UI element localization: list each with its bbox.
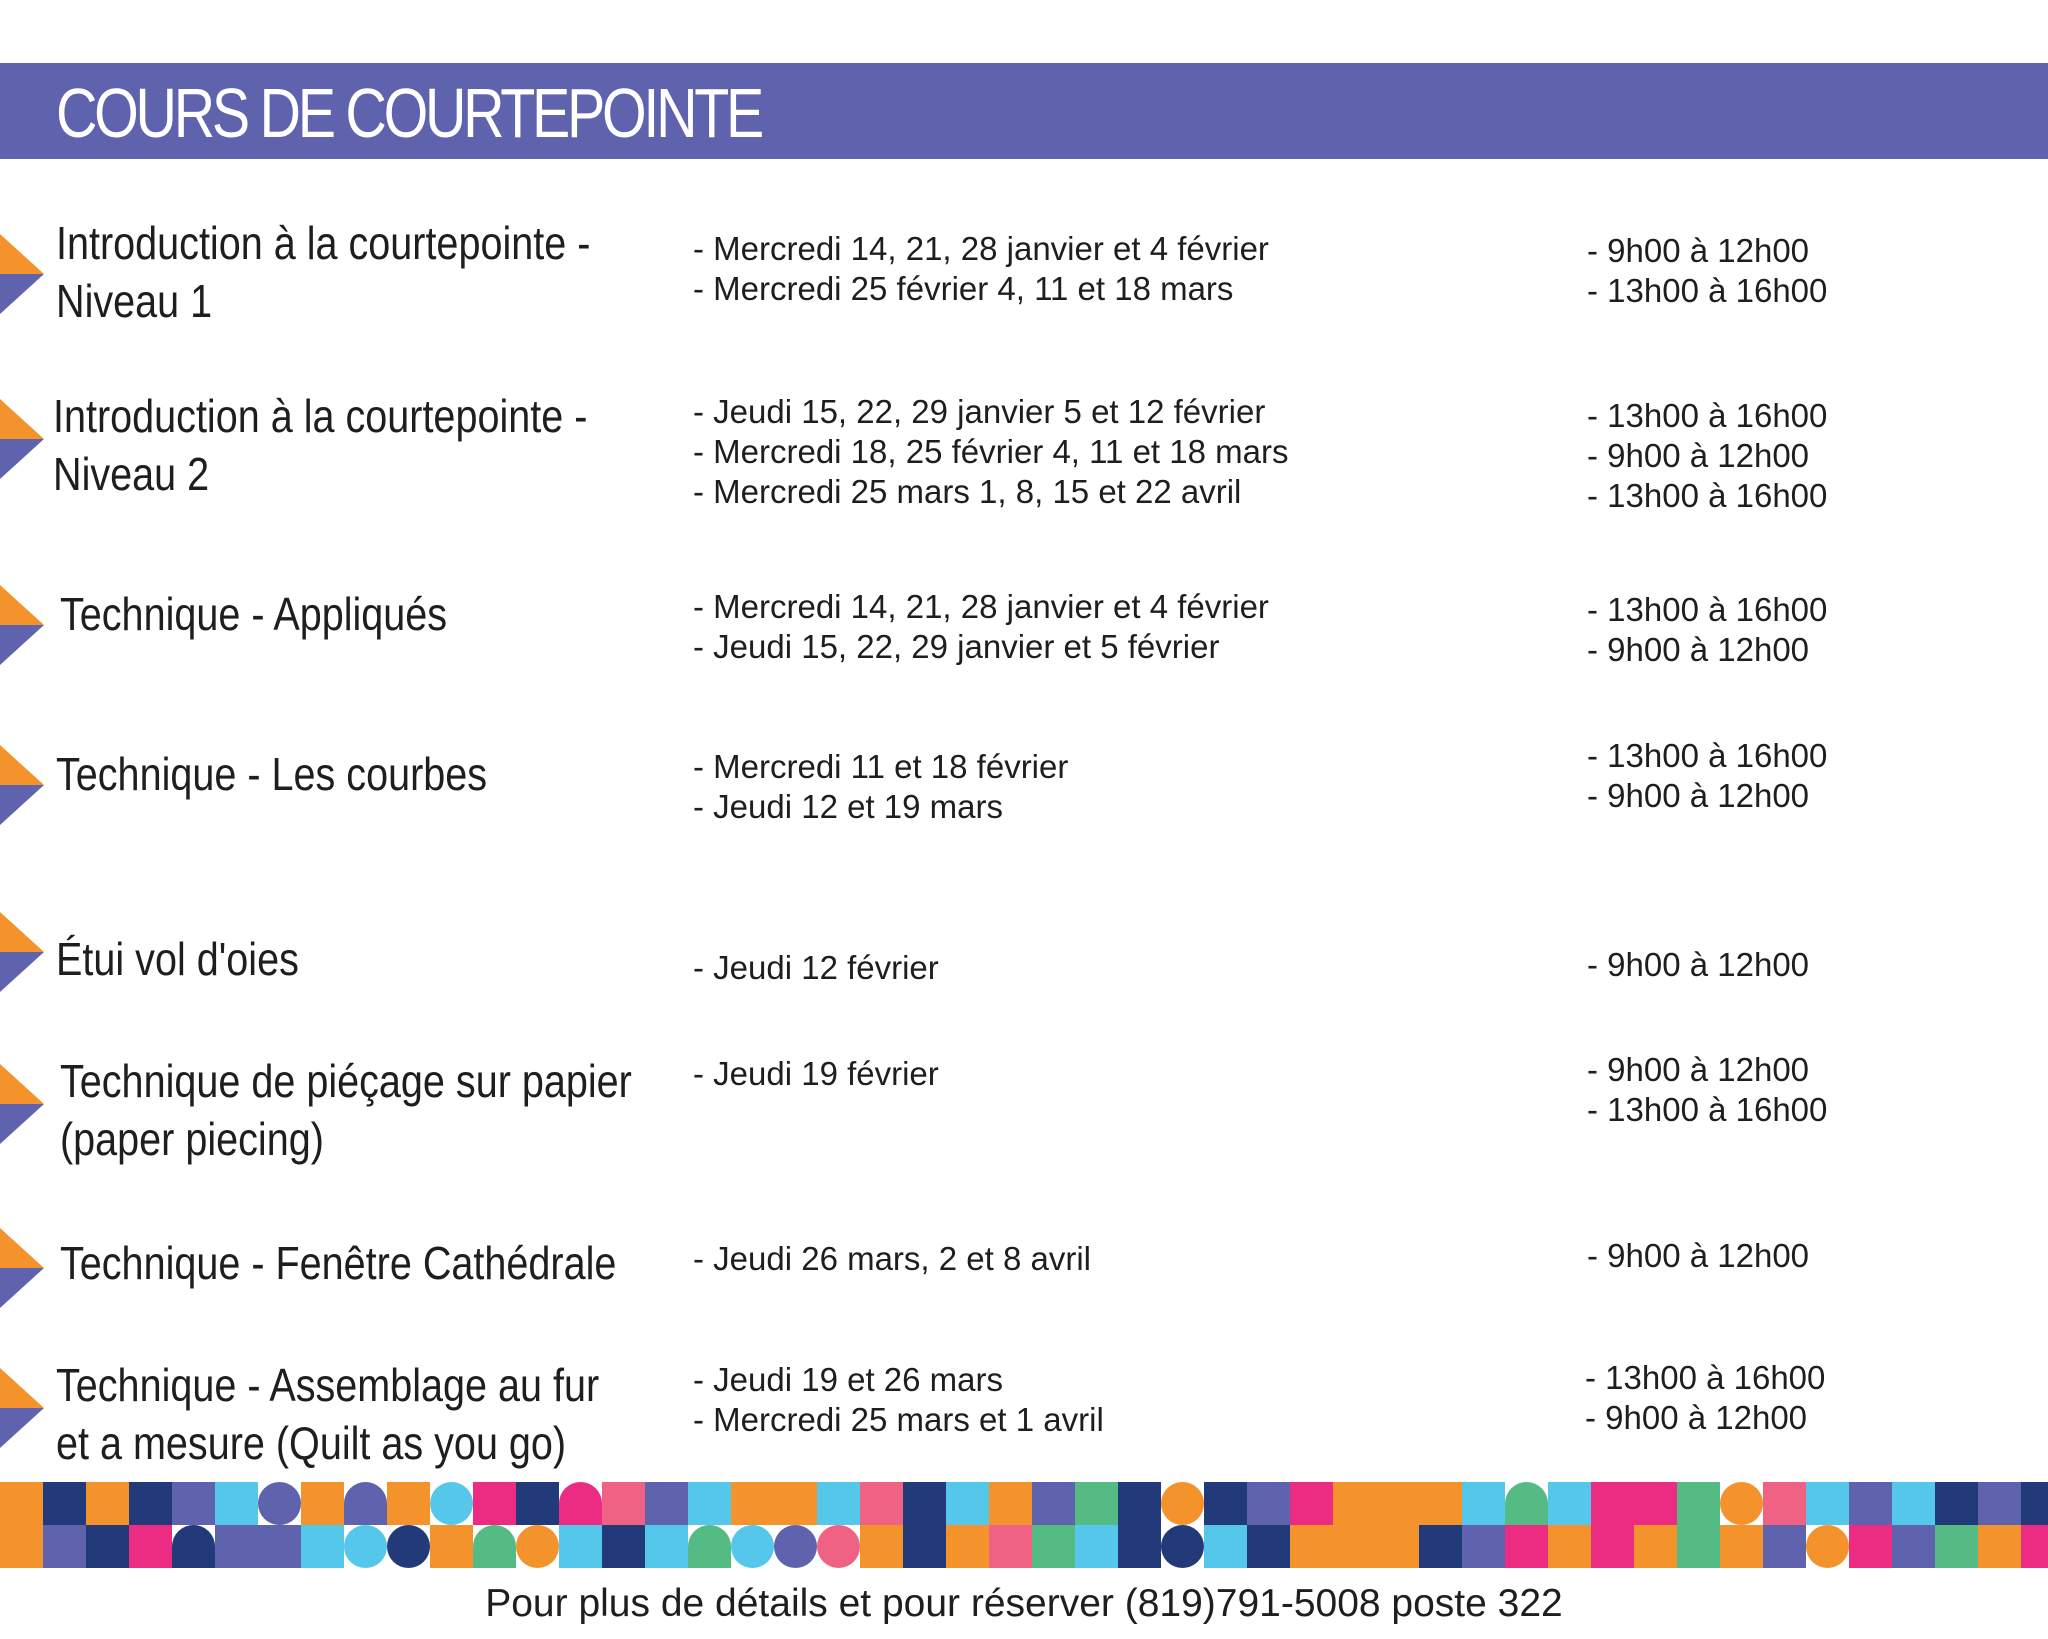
triangle-marker-icon: [0, 234, 48, 314]
mosaic-tile: [559, 1482, 602, 1525]
mosaic-tile: [817, 1525, 860, 1568]
mosaic-tile: [1763, 1525, 1806, 1568]
course-times: - 13h00 à 16h00 - 9h00 à 12h00 - 13h00 à 16h00: [1587, 397, 1828, 514]
course-title: Introduction à la courtepointe - Niveau 2: [53, 390, 588, 500]
mosaic-tile: [215, 1525, 258, 1568]
mosaic-tile: [559, 1525, 602, 1568]
mosaic-tile: [645, 1525, 688, 1568]
mosaic-tile: [2021, 1482, 2048, 1525]
mosaic-tile: [1204, 1482, 1247, 1525]
header-bar: [0, 63, 2048, 159]
course-title: Technique - Assemblage au fur et a mesure (Quilt as you go): [56, 1359, 600, 1469]
mosaic-tile: [344, 1525, 387, 1568]
course-times: - 9h00 à 12h00 - 13h00 à 16h00: [1587, 232, 1828, 309]
mosaic-tile: [1247, 1482, 1290, 1525]
mosaic-tile: [1892, 1525, 1935, 1568]
course-dates: - Mercredi 14, 21, 28 janvier et 4 février - Mercredi 25 février 4, 11 et 18 mars: [693, 230, 1269, 307]
mosaic-tile: [1075, 1525, 1118, 1568]
mosaic-tile: [1634, 1482, 1677, 1525]
mosaic-tile: [258, 1525, 301, 1568]
mosaic-tile: [989, 1482, 1032, 1525]
mosaic-tile: [1591, 1525, 1634, 1568]
mosaic-tile: [1720, 1525, 1763, 1568]
mosaic-tile: [1591, 1482, 1634, 1525]
mosaic-tile: [473, 1482, 516, 1525]
triangle-marker-icon: [0, 912, 48, 992]
triangle-marker-icon: [0, 745, 48, 825]
mosaic-tile: [1247, 1525, 1290, 1568]
mosaic-tile: [43, 1482, 86, 1525]
mosaic-tile: [1806, 1482, 1849, 1525]
mosaic-tile: [946, 1482, 989, 1525]
mosaic-tile: [1935, 1482, 1978, 1525]
mosaic-tile: [731, 1525, 774, 1568]
page-title: COURS DE COURTEPOINTE: [56, 74, 762, 152]
mosaic-tile: [731, 1482, 774, 1525]
mosaic-tile: [1720, 1482, 1763, 1525]
mosaic-tile: [43, 1525, 86, 1568]
mosaic-tile: [258, 1482, 301, 1525]
course-times: - 13h00 à 16h00 - 9h00 à 12h00: [1585, 1359, 1826, 1436]
course-dates: - Jeudi 19 février: [693, 1055, 939, 1092]
course-times: - 9h00 à 12h00: [1587, 1237, 1810, 1274]
mosaic-tile: [129, 1482, 172, 1525]
mosaic-tile: [774, 1482, 817, 1525]
course-times: - 13h00 à 16h00 - 9h00 à 12h00: [1587, 591, 1828, 668]
mosaic-tile: [817, 1482, 860, 1525]
course-dates: - Mercredi 14, 21, 28 janvier et 4 février - Jeudi 15, 22, 29 janvier et 5 février: [693, 588, 1269, 665]
course-times: - 9h00 à 12h00 - 13h00 à 16h00: [1587, 1051, 1828, 1128]
mosaic-tile: [602, 1482, 645, 1525]
triangle-marker-icon: [0, 1368, 48, 1448]
course-times: - 13h00 à 16h00 - 9h00 à 12h00: [1587, 737, 1828, 814]
triangle-marker-icon: [0, 399, 48, 479]
mosaic-tile: [1032, 1482, 1075, 1525]
mosaic-tile: [1290, 1482, 1333, 1525]
mosaic-tile: [473, 1525, 516, 1568]
mosaic-tile: [215, 1482, 258, 1525]
mosaic-tile: [1376, 1482, 1419, 1525]
course-title: Technique - Appliqués: [60, 588, 448, 640]
mosaic-tile: [1677, 1525, 1720, 1568]
mosaic-tile: [172, 1525, 215, 1568]
mosaic-tile: [1462, 1482, 1505, 1525]
mosaic-tile: [1849, 1525, 1892, 1568]
mosaic-tile: [301, 1525, 344, 1568]
mosaic-tile: [688, 1482, 731, 1525]
mosaic-tile: [430, 1525, 473, 1568]
mosaic-tile: [129, 1525, 172, 1568]
mosaic-tile: [1118, 1482, 1161, 1525]
course-times: - 9h00 à 12h00: [1587, 946, 1810, 983]
mosaic-tile: [1462, 1525, 1505, 1568]
mosaic-tile: [430, 1482, 473, 1525]
mosaic-tile: [774, 1525, 817, 1568]
mosaic-tile: [1548, 1482, 1591, 1525]
footer-contact: Pour plus de détails et pour réserver (819)791-5008 poste 322: [485, 1582, 1563, 1625]
mosaic-tile: [0, 1525, 43, 1568]
mosaic-tile: [1505, 1482, 1548, 1525]
mosaic-tile: [1892, 1482, 1935, 1525]
course-dates: - Mercredi 11 et 18 février - Jeudi 12 et 19 mars: [693, 748, 1069, 825]
mosaic-tile: [1333, 1482, 1376, 1525]
course-title: Étui vol d'oies: [56, 933, 299, 985]
mosaic-tile: [387, 1482, 430, 1525]
mosaic-tile: [1419, 1525, 1462, 1568]
mosaic-tile: [946, 1525, 989, 1568]
mosaic-tile: [645, 1482, 688, 1525]
mosaic-tile: [1419, 1482, 1462, 1525]
mosaic-tile: [860, 1525, 903, 1568]
quilt-mosaic-border: [0, 1482, 2048, 1570]
mosaic-tile: [1849, 1482, 1892, 1525]
mosaic-tile: [1634, 1525, 1677, 1568]
mosaic-tile: [1548, 1525, 1591, 1568]
mosaic-tile: [0, 1482, 43, 1525]
mosaic-tile: [1032, 1525, 1075, 1568]
mosaic-tile: [301, 1482, 344, 1525]
course-dates: - Jeudi 12 février: [693, 949, 939, 986]
mosaic-tile: [860, 1482, 903, 1525]
mosaic-tile: [1935, 1525, 1978, 1568]
mosaic-tile: [903, 1525, 946, 1568]
mosaic-tile: [1333, 1525, 1376, 1568]
mosaic-tile: [172, 1482, 215, 1525]
mosaic-tile: [516, 1482, 559, 1525]
mosaic-tile: [1161, 1482, 1204, 1525]
mosaic-tile: [1978, 1525, 2021, 1568]
mosaic-tile: [2021, 1525, 2048, 1568]
course-title: Introduction à la courtepointe - Niveau 1: [56, 217, 591, 327]
mosaic-tile: [1376, 1525, 1419, 1568]
mosaic-tile: [688, 1525, 731, 1568]
mosaic-tile: [602, 1525, 645, 1568]
course-dates: - Jeudi 19 et 26 mars - Mercredi 25 mars et 1 avril: [693, 1361, 1104, 1438]
triangle-marker-icon: [0, 585, 48, 665]
mosaic-tile: [387, 1525, 430, 1568]
mosaic-tile: [86, 1482, 129, 1525]
triangle-marker-icon: [0, 1228, 48, 1308]
mosaic-tile: [989, 1525, 1032, 1568]
course-title: Technique - Les courbes: [56, 748, 488, 800]
mosaic-tile: [903, 1482, 946, 1525]
mosaic-tile: [1075, 1482, 1118, 1525]
mosaic-tile: [344, 1482, 387, 1525]
mosaic-tile: [1978, 1482, 2021, 1525]
course-dates: - Jeudi 15, 22, 29 janvier 5 et 12 février - Mercredi 18, 25 février 4, 11 et 18 mars - Mercredi 25 mars 1, 8, 15 et 22 avril: [693, 393, 1289, 510]
mosaic-tile: [1290, 1525, 1333, 1568]
mosaic-tile: [1806, 1525, 1849, 1568]
mosaic-tile: [1161, 1525, 1204, 1568]
mosaic-tile: [1763, 1482, 1806, 1525]
mosaic-tile: [516, 1525, 559, 1568]
course-title: Technique de piéçage sur papier (paper piecing): [60, 1055, 632, 1165]
mosaic-tile: [1505, 1525, 1548, 1568]
course-title: Technique - Fenêtre Cathédrale: [60, 1237, 617, 1289]
mosaic-tile: [1118, 1525, 1161, 1568]
mosaic-tile: [86, 1525, 129, 1568]
mosaic-tile: [1677, 1482, 1720, 1525]
course-dates: - Jeudi 26 mars, 2 et 8 avril: [693, 1240, 1091, 1277]
triangle-marker-icon: [0, 1064, 48, 1144]
mosaic-tile: [1204, 1525, 1247, 1568]
